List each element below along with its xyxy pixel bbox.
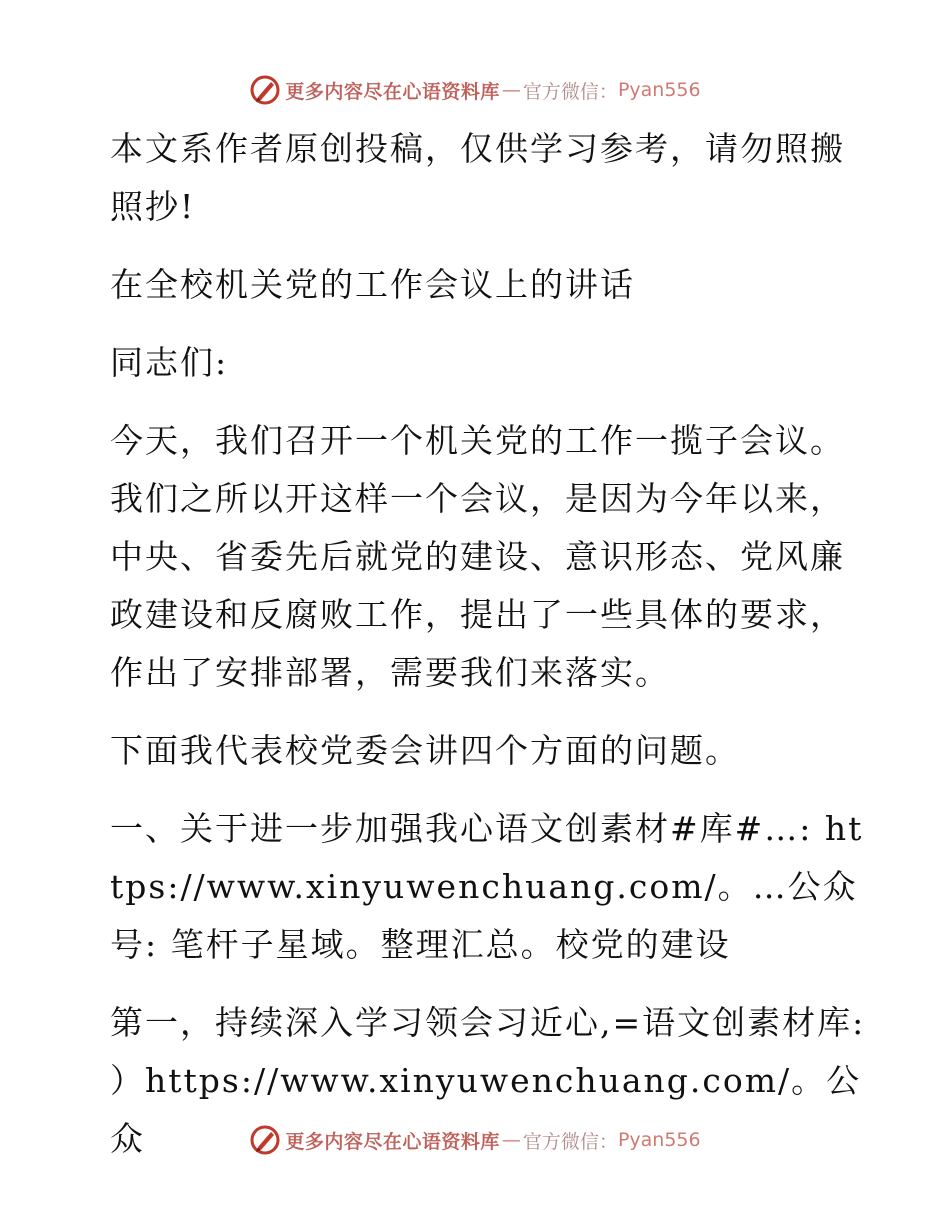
watermark-wechat-id: Pyan556 <box>617 1129 701 1151</box>
paragraph-disclaimer: 本文系作者原创投稿，仅供学习参考，请勿照搬照抄! <box>110 129 845 226</box>
watermark-dash: — <box>501 79 521 101</box>
paragraph-title: 在全校机关党的工作会议上的讲话 <box>110 265 635 304</box>
watermark-footer <box>0 1120 950 1160</box>
paragraph-section-one: 一、关于进一步加强我心语文创素材#库#…: https://www.xinyuwenchuang.com/。…公众号: 笔杆子星域。整理汇总。校党的建设 <box>110 809 864 964</box>
pen-logo-icon <box>249 1124 281 1156</box>
watermark-official-label: 官方微信： <box>522 1130 618 1153</box>
watermark-official-label: 官方微信： <box>522 80 618 103</box>
paragraph-first-point: 第一，持续深入学习领会习近心,=语文创素材库: ）https://www.xinyuwenchuang.com/。公众 <box>110 1003 866 1158</box>
pen-logo-icon <box>249 74 281 106</box>
watermark-dash: — <box>501 1129 521 1151</box>
watermark-wechat-id: Pyan556 <box>617 79 701 101</box>
paragraph-intro: 今天，我们召开一个机关党的工作一揽子会议。我们之所以开这样一个会议，是因为今年以来，中央、省委先后就党的建设、意识形态、党风廉政建设和反腐败工作，提出了一些具体的要求，作出了安排部署，需要我们来落实。 <box>110 421 845 692</box>
watermark-header <box>0 70 950 110</box>
watermark-text: 更多内容尽在心语资料库 <box>285 80 500 103</box>
document-body <box>96 120 866 1188</box>
watermark-text: 更多内容尽在心语资料库 <box>285 1130 500 1153</box>
paragraph-salutation: 同志们: <box>110 343 229 382</box>
paragraph-outline: 下面我代表校党委会讲四个方面的问题。 <box>110 731 740 770</box>
